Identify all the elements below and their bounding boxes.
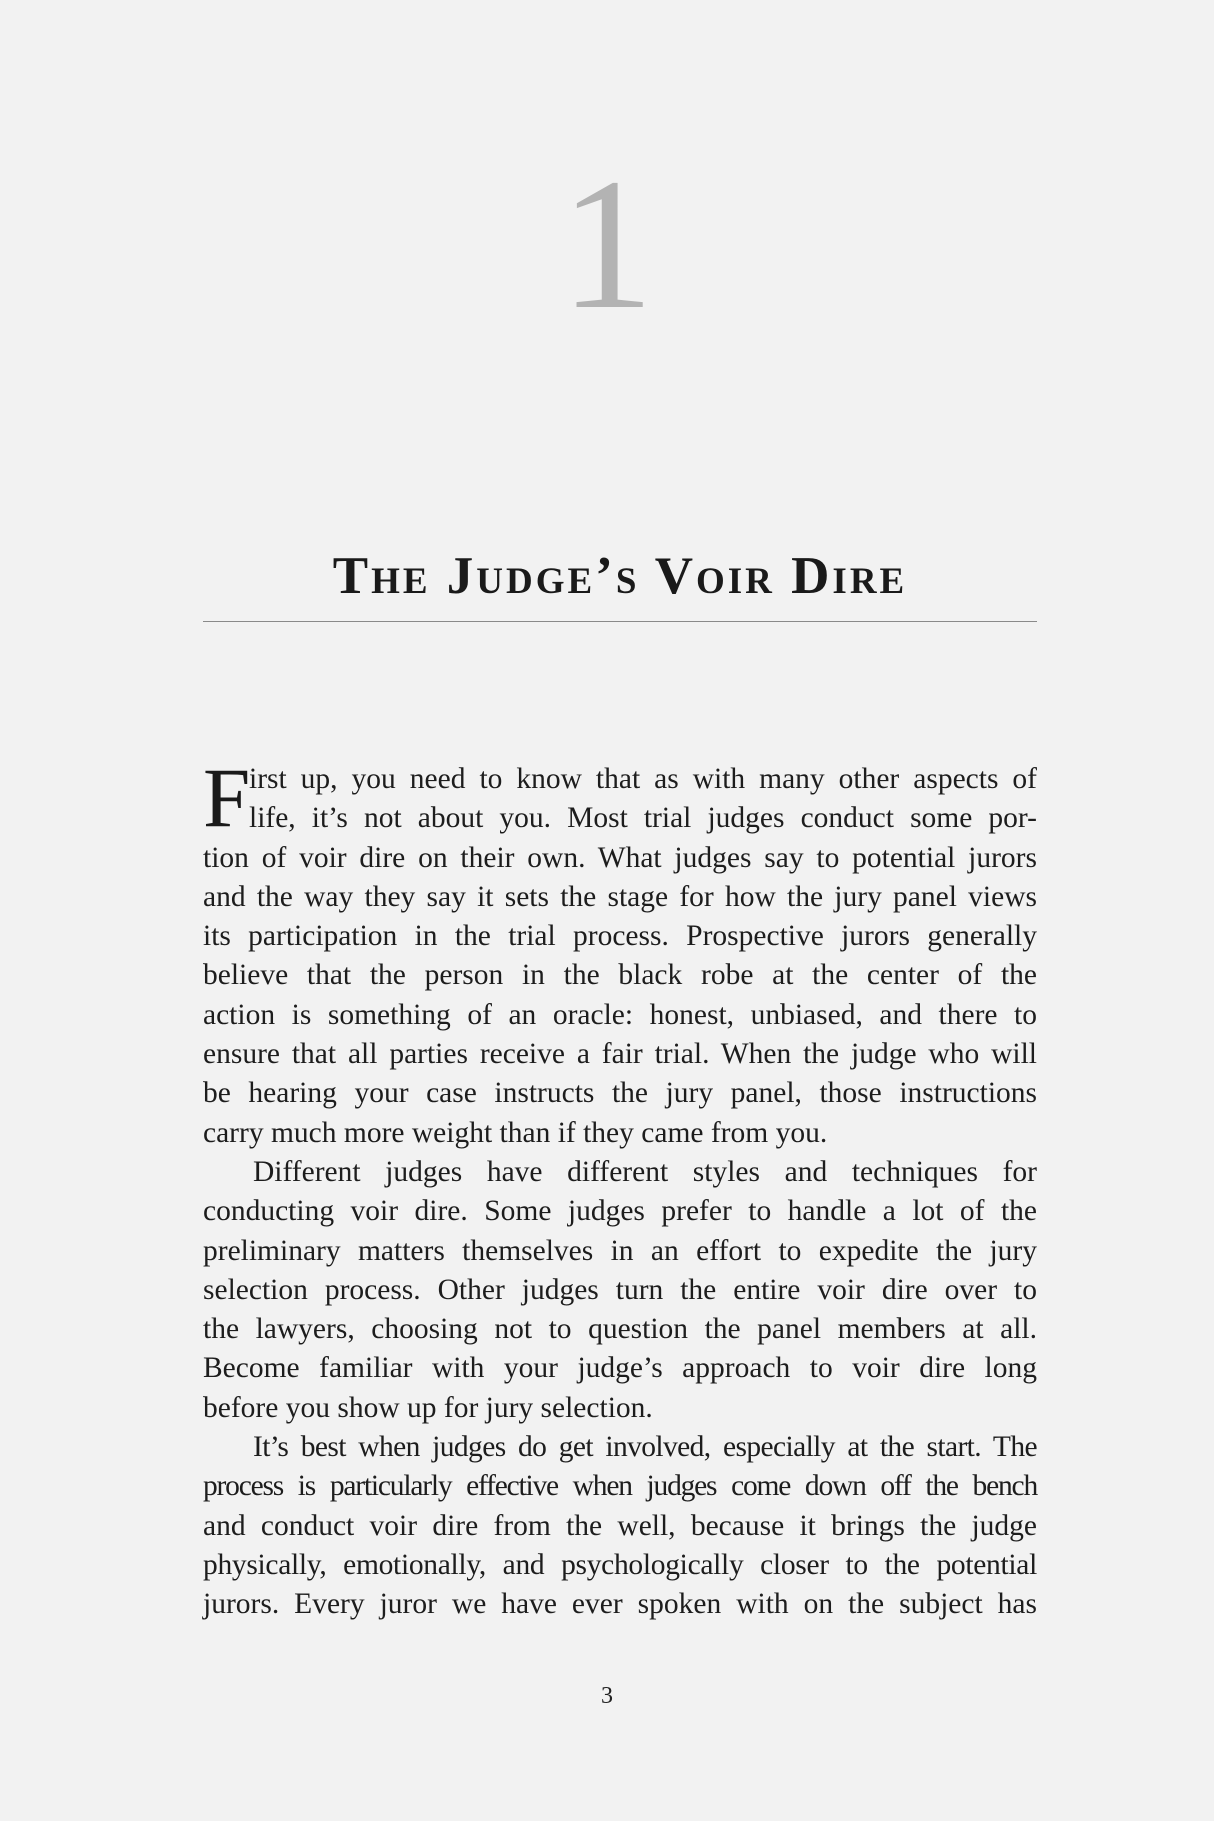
drop-cap: F [203, 751, 251, 845]
paragraph-3 [203, 1428, 1037, 1624]
text-line: believe that the person in the black robe at the center of the [203, 959, 1037, 992]
page-number: 3 [601, 1683, 613, 1709]
chapter-title: The Judge’s Voir Dire [332, 547, 908, 605]
text-line: Different judges have different styles and techniques for [253, 1155, 1037, 1188]
text-line: and conduct voir dire from the well, because it brings the judge [203, 1509, 1037, 1542]
text-line: selection process. Other judges turn the entire voir dire over to [203, 1273, 1037, 1306]
text-line: It’s best when judges do get involved, especially at the start. The [253, 1431, 1037, 1464]
text-line: ensure that all parties receive a fair trial. When the judge who will [203, 1038, 1037, 1071]
paragraph-2 [203, 1153, 1037, 1428]
text-line: process is particularly effective when judges come down off the bench [203, 1470, 1037, 1503]
text-line: carry much more weight than if they came from you. [203, 1116, 828, 1149]
text-line: physically, emotionally, and psychologically closer to the potential [203, 1548, 1037, 1581]
paragraph-1 [203, 751, 1037, 1153]
text-line: and the way they say it sets the stage for how the jury panel views [203, 880, 1037, 913]
text-line: tion of voir dire on their own. What judges say to potential jurors [203, 841, 1037, 874]
text-line: irst up, you need to know that as with many other aspects of [249, 763, 1037, 795]
chapter-number: 1 [560, 139, 654, 348]
text-line: Become familiar with your judge’s approach to voir dire long [203, 1352, 1037, 1385]
text-line: be hearing your case instructs the jury panel, those instructions [203, 1077, 1037, 1110]
text-line: its participation in the trial process. Prospective jurors generally [203, 920, 1037, 953]
text-line: before you show up for jury selection. [203, 1391, 653, 1424]
body-text [203, 751, 1037, 1625]
text-line: action is something of an oracle: honest, unbiased, and there to [203, 998, 1037, 1031]
text-line: preliminary matters themselves in an effort to expedite the jury [203, 1234, 1037, 1267]
title-divider [203, 621, 1037, 622]
text-line: life, it’s not about you. Most trial judges conduct some por- [249, 802, 1037, 835]
text-line: the lawyers, choosing not to question the panel members at all. [203, 1313, 1037, 1346]
text-line: jurors. Every juror we have ever spoken with on the subject has [203, 1588, 1037, 1621]
text-line: conducting voir dire. Some judges prefer to handle a lot of the [203, 1195, 1037, 1228]
